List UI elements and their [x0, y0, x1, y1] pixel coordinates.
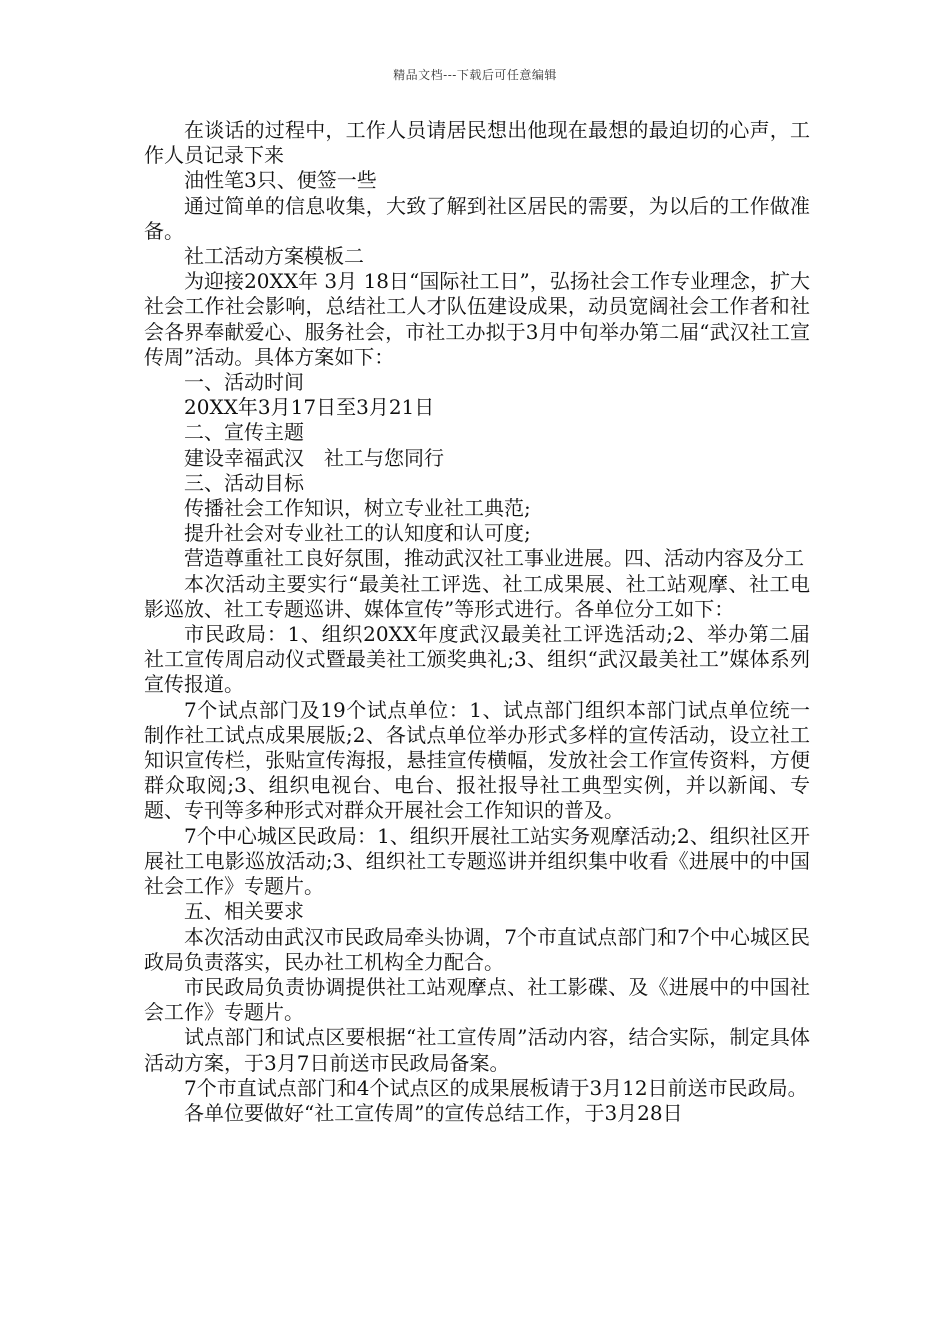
section-heading: 二、宣传主题 [184, 420, 304, 445]
paragraph: 提升社会对专业社工的认知度和认可度; [184, 521, 531, 546]
paragraph: 市民政局负责协调提供社工站观摩点、社工影碟、及《进展中的中国社会工作》专题片。 [144, 974, 810, 1025]
section-heading: 一、活动时间 [184, 370, 304, 395]
paragraph: 通过简单的信息收集，大致了解到社区居民的需要，为以后的工作做准备。 [144, 193, 810, 243]
paragraph: 在谈话的过程中，工作人员请居民想出他现在最想的最迫切的心声，工作人员记录下来 [144, 118, 810, 168]
paragraph: 油性笔3只、便签一些 [184, 168, 377, 193]
paragraph: 各单位要做好“社工宣传周”的宣传总结工作，于3月28日 [184, 1100, 683, 1125]
paragraph: 7个试点部门及19个试点单位：1、试点部门组织本部门试点单位统一制作社工试点成果展版;2、各试点单位举办形式多样的宣传活动，设立社工知识宣传栏，张贴宣传海报，悬挂宣传横幅，发放社会工作宣传资料，方便群众取阅;3、组织电视台、电台、报社报导社工典型实例，并以新闻、专题、专刊等多种形式对群众开展社会工作知识的普及。 [144, 697, 810, 823]
section-heading: 五、相关要求 [184, 899, 304, 924]
paragraph: 20XX年3月17日至3月21日 [184, 395, 435, 420]
paragraph: 传播社会工作知识，树立专业社工典范; [184, 496, 531, 521]
paragraph: 7个中心城区民政局：1、组织开展社工站实务观摩活动;2、组织社区开展社工电影巡放活动;3、组织社工专题巡讲并组织集中收看《进展中的中国社会工作》专题片。 [144, 823, 810, 899]
paragraph: 本次活动由武汉市民政局牵头协调，7个市直试点部门和7个中心城区民政局负责落实，民办社工机构全力配合。 [144, 924, 810, 974]
document-body [144, 118, 810, 1126]
section-heading: 三、活动目标 [184, 470, 304, 495]
section-heading: 社工活动方案模板二 [184, 244, 364, 269]
paragraph: 为迎接20XX年 3月 18日“国际社工日”，弘扬社会工作专业理念，扩大社会工作社会影响，总结社工人才队伍建设成果，动员宽阔社会工作者和社会各界奉献爱心、服务社会，市社工办拟于3月中旬举办第二届“武汉社工宣传周”活动。具体方案如下： [144, 269, 810, 369]
paragraph: 7个市直试点部门和4个试点区的成果展板请于3月12日前送市民政局。 [184, 1075, 808, 1100]
header-note: 精品文档---下载后可任意编辑 [393, 68, 557, 82]
paragraph: 建设幸福武汉 社工与您同行 [184, 445, 444, 470]
paragraph: 市民政局：1、组织20XX年度武汉最美社工评选活动;2、举办第二届社工宣传周启动仪式暨最美社工颁奖典礼;3、组织“武汉最美社工”媒体系列宣传报道。 [144, 622, 810, 697]
paragraph: 本次活动主要实行“最美社工评选、社工成果展、社工站观摩、社工电影巡放、社工专题巡讲、媒体宣传”等形式进行。各单位分工如下： [144, 571, 810, 621]
paragraph: 试点部门和试点区要根据“社工宣传周”活动内容，结合实际，制定具体活动方案，于3月7日前送市民政局备案。 [144, 1025, 810, 1075]
paragraph: 营造尊重社工良好氛围，推动武汉社工事业进展。四、活动内容及分工 [184, 546, 804, 571]
